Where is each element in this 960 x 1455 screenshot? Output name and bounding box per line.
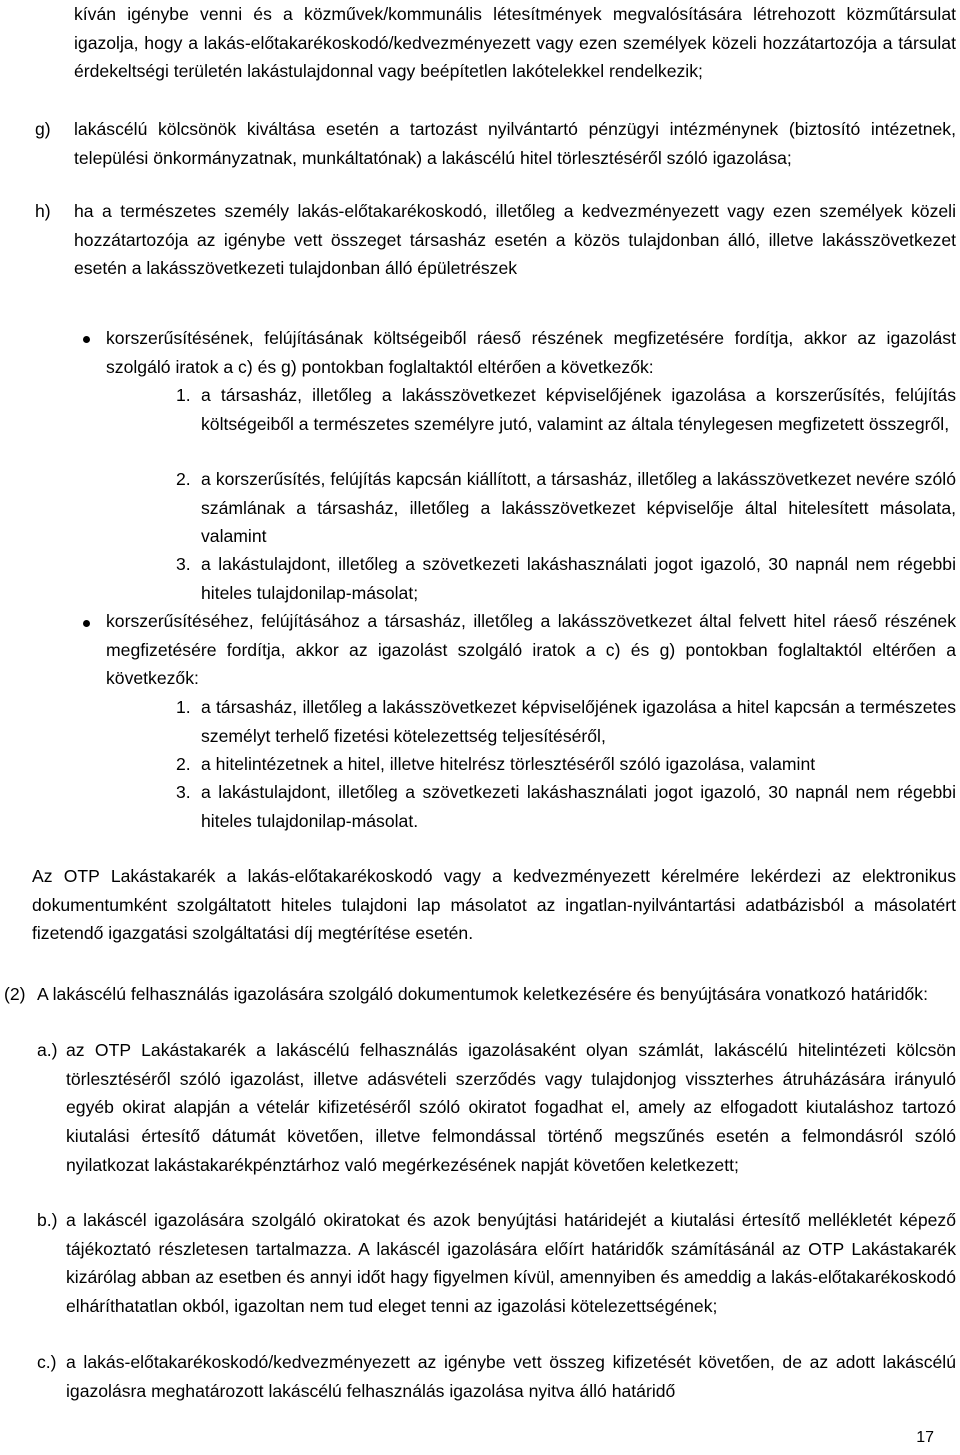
bullet2-item3-text: a lakástulajdont, illetőleg a szövetkezeti lakáshasználati jogot igazoló, 30 napnál nem régebbi hiteles tulajdonilap-másolat. [201,782,956,831]
item-g-text: lakáscélú kölcsönök kiváltása esetén a tartozást nyilvántartó pénzügyi intézménynek (biztosító intézetnek, települési önkormányzatnak, munkáltatónak) a lakáscélú hitel törlesztéséről szóló igazolása; [74,119,956,168]
bullet-icon [83,336,90,343]
section2-item-a-text: az OTP Lakástakarék a lakáscélú felhasználás igazolásaként olyan számlát, lakáscélú hitelintézeti kölcsön törlesztéséről szóló igazolást, illetve adásvételi szerződés vagy tulajdonjog visszterhes átruházására irányuló egyéb okirat alapján a vételár kifizetéséről szóló okiratot fogadhat el, amely az elfogadott kiutaláshoz tartozó kiutalási értesítő dátumát követően, illetve felmondással történő megszűnés esetén a felmondásról szóló nyilatkozat lakástakarékpénztárhoz való megérkezésének napját követően keletkezett; [66,1040,956,1175]
bullet1-item1-text: a társasház, illetőleg a lakásszövetkezet képviselőjének igazolása a korszerűsítés, felújítás költségeiből a természetes személyre jutó, valamint az általa ténylegesen megfizetett összegről, [201,385,956,434]
item-h-text: ha a természetes személy lakás-előtakarékoskodó, illetőleg a kedvezményezett vagy ezen személyek közeli hozzátartozója az igénybe vett összeget társasház esetén a közös tulajdonban álló, illetve lakásszövetkezet esetén a lakásszövetkezeti tulajdonban álló épületrészek [74,201,956,279]
section2-text: A lakáscélú felhasználás igazolására szolgáló dokumentumok keletkezésére és benyújtására vonatkozó határidők: [37,984,928,1004]
bullet2-item2-num: 2. [176,754,191,774]
bullet1-item2-num: 2. [176,469,191,489]
section2-item-b-text: a lakáscél igazolására szolgáló okiratokat és azok benyújtási határidejét a kiutalási értesítő mellékletét képező tájékoztató részletesen tartalmazza. A lakáscél igazolására előírt határidők számításánál az OTP Lakástakarék kizárólag abban az esetben és annyi időt hagy figyelmen kívül, amennyiben és ameddig a lakás-előtakarékoskodó elháríthatatlan okból, igazoltan nem tud eleget tenni az igazolási kötelezettségének; [66,1210,956,1317]
section2-item-b-label: b.) [37,1210,58,1230]
bullet2-item3-num: 3. [176,782,191,802]
section2-label: (2) [4,984,26,1004]
page-number: 17 [916,1429,934,1446]
bullet1-text: korszerűsítésének, felújításának költségeiből ráeső részének megfizetésére fordítja, akkor az igazolást szolgáló iratok a c) és g) pontokban foglaltaktól eltérően a következők: [106,328,956,377]
bullet2-item1-text: a társasház, illetőleg a lakásszövetkezet képviselőjének igazolása a hitel kapcsán a természetes személyt terhelő fizetési kötelezettség teljesítéséről, [201,697,956,746]
item-g-label: g) [35,119,51,139]
bullet1-item3-num: 3. [176,554,191,574]
bullet2-item2-text: a hitelintézetnek a hitel, illetve hitelrész törlesztéséről szóló igazolása, valamint [201,754,816,774]
bullet1-item2-text: a korszerűsítés, felújítás kapcsán kiállított, a társasház, illetőleg a lakásszövetkezet nevére szóló számlának a társasház, illetőleg a lakásszövetkezet képviselője által hitelesített másolata, valamint [201,469,956,547]
item-h-label: h) [35,201,51,221]
continuation-paragraph: kíván igénybe venni és a közművek/kommunális létesítmények megvalósítására létrehozott közműtársulat igazolja, hogy a lakás-előtakarékoskodó/kedvezményezett vagy ezen személyek közeli hozzátartozója a társulat érdekeltségi területén lakástulajdonnal vagy beépítetlen lakótelekkel rendelkezik; [74,4,956,82]
bullet2-item1-num: 1. [176,697,191,717]
bullet1-item1-num: 1. [176,385,191,405]
bullet2-text: korszerűsítéséhez, felújításához a társasház, illetőleg a lakásszövetkezet által felvett hitel ráeső részének megfizetésére fordítja, akkor az igazolást szolgáló iratok a c) és g) pontokban foglaltaktól eltérően a következők: [106,611,956,689]
section2-item-a-label: a.) [37,1040,58,1060]
section2-item-c-label: c.) [37,1352,57,1372]
bullet-icon [83,620,90,627]
bullet1-item3-text: a lakástulajdont, illetőleg a szövetkezeti lakáshasználati jogot igazoló, 30 napnál nem régebbi hiteles tulajdonilap-másolat; [201,554,956,603]
section2-item-c-text: a lakás-előtakarékoskodó/kedvezményezett az igénybe vett összeg kifizetését követően, de az adott lakáscélú igazolásra meghatározott lakáscélú felhasználás igazolása nyitva álló határidő [66,1352,956,1401]
otp-paragraph: Az OTP Lakástakarék a lakás-előtakarékoskodó vagy a kedvezményezett kérelmére lekérdezi az elektronikus dokumentumként szolgáltatott hiteles tulajdoni lap másolatot az ingatlan-nyilvántartási adatbázisból a másolatért fizetendő igazgatási szolgáltatási díj megtérítése esetén. [32,866,956,944]
